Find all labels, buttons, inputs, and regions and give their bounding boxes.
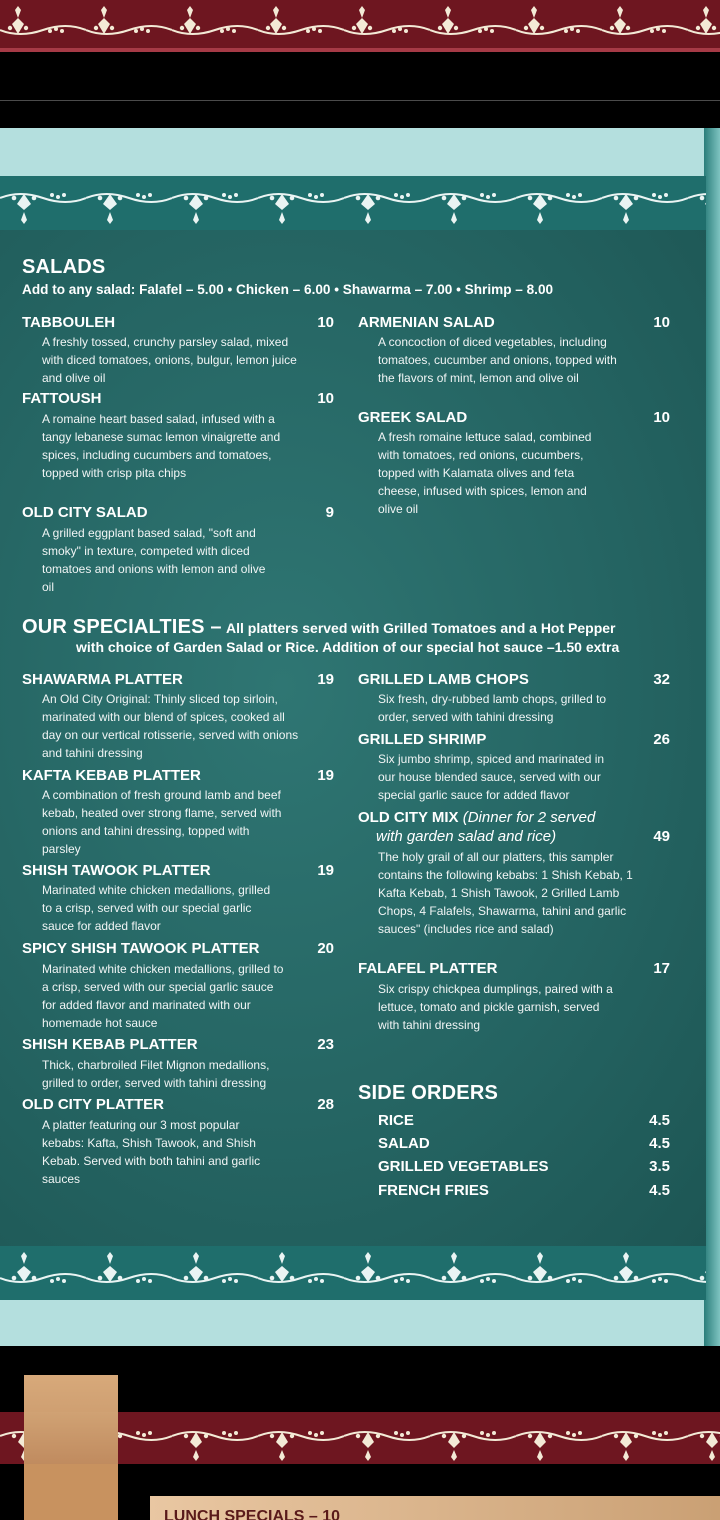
divider-line xyxy=(0,100,720,101)
menu-item-description: A freshly tossed, crunchy parsley salad, mixed with diced tomatoes, onions, bulgur, lemon juice and olive oil xyxy=(42,335,297,385)
menu-item-name: FATTOUSH xyxy=(22,390,102,407)
menu-item-name: SHISH KEBAB PLATTER xyxy=(22,1036,198,1053)
ornament-pattern xyxy=(0,176,706,230)
side-item-name: GRILLED VEGETABLES xyxy=(378,1158,549,1175)
ornament-pattern xyxy=(0,1246,706,1300)
old-city-mix-note: (Dinner for 2 served xyxy=(462,809,596,826)
menu-item-description: A combination of fresh ground lamb and beef kebab, heated over strong flame, served with onions and tahini dressing, topped with parsley xyxy=(42,788,282,856)
menu-item-price: 17 xyxy=(653,960,670,977)
old-city-mix-note-line2: with garden salad and rice) xyxy=(376,828,557,845)
menu-item-description: A romaine heart based salad, infused with a tangy lebanese sumac lemon vinaigrette and spices, including cucumbers and tomatoes, topped with crisp pita chips xyxy=(42,412,281,480)
menu-item-description: An Old City Original: Thinly sliced top sirloin, marinated with our blend of spices, cooked all day on our vertical rotisserie, served with onions and tahini dressing xyxy=(42,692,299,760)
menu-item-price: 49 xyxy=(653,828,670,845)
salads-heading: SALADS xyxy=(22,256,106,278)
menu-item-name: ARMENIAN SALAD xyxy=(358,314,495,331)
menu-item-name: GRILLED SHRIMP xyxy=(358,731,487,748)
salads-addon-line: Add to any salad: Falafel – 5.00 • Chicken – 6.00 • Shawarma – 7.00 • Shrimp – 8.00 xyxy=(22,282,554,297)
page-edge-strip xyxy=(704,128,720,1346)
top-ornament-band xyxy=(0,0,720,48)
menu-item-description: A fresh romaine lettuce salad, combined with tomatoes, red onions, cucumbers, topped with Kalamata olives and feta cheese, infused with spices, lemon and olive oil xyxy=(378,430,592,516)
menu-panel xyxy=(0,230,706,1246)
menu-item-description: Marinated white chicken medallions, grilled to a crisp, served with our special garlic sauce for added flavor and marinated with our homemade hot sauce xyxy=(42,962,284,1030)
menu-item-name xyxy=(358,809,595,826)
menu-item-price: 9 xyxy=(325,504,334,521)
side-item-price: 4.5 xyxy=(649,1182,670,1199)
menu-item-description: A grilled eggplant based salad, "soft and smoky" in texture, competed with diced tomatoes and onions with lemon and olive oil xyxy=(42,526,266,594)
menu-item-name: FALAFEL PLATTER xyxy=(358,960,498,977)
side-orders-heading: SIDE ORDERS xyxy=(358,1082,499,1104)
band-edge xyxy=(0,48,720,52)
menu-item-description: Six jumbo shrimp, spiced and marinated in our house blended sauce, served with our special garlic sauce for added flavor xyxy=(378,752,605,802)
lunch-specials-heading: LUNCH SPECIALS – 10 xyxy=(164,1508,341,1520)
menu-item-name: KAFTA KEBAB PLATTER xyxy=(22,767,201,784)
specialties-heading: OUR SPECIALTIES – xyxy=(22,616,222,638)
menu-item-price: 28 xyxy=(317,1096,334,1113)
side-item-name: FRENCH FRIES xyxy=(378,1182,489,1199)
lunch-specials-box xyxy=(150,1496,720,1520)
menu-item-price: 19 xyxy=(317,862,334,879)
side-item-price: 3.5 xyxy=(649,1158,670,1175)
menu-item-name: GRILLED LAMB CHOPS xyxy=(358,671,529,688)
menu-item-price: 20 xyxy=(317,940,334,957)
old-city-mix-name: OLD CITY MIX xyxy=(358,809,459,826)
menu-item-name: TABBOULEH xyxy=(22,314,116,331)
menu-item-description: Thick, charbroiled Filet Mignon medallions, grilled to order, served with tahini dressing xyxy=(42,1058,270,1090)
menu-item-price: 26 xyxy=(653,731,670,748)
menu-item-name: SHAWARMA PLATTER xyxy=(22,671,183,688)
menu-item-price: 10 xyxy=(317,390,334,407)
side-item-price: 4.5 xyxy=(649,1112,670,1129)
menu-item-name: OLD CITY SALAD xyxy=(22,504,148,521)
menu-item-description: The holy grail of all our platters, this sampler contains the following kebabs: 1 Shish Kebab, 1 Kafta Kebab, 1 Shish Tawook, 2 Grilled Lamb Chops, 4 Falafels, Shawarma, tahini and garlic sauces" (includes rice and salad) xyxy=(378,850,633,936)
menu-item-description: A concoction of diced vegetables, including tomatoes, cucumber and onions, topped with the flavors of mint, lemon and olive oil xyxy=(378,335,617,385)
menu-item-price: 10 xyxy=(317,314,334,331)
menu-item-price: 19 xyxy=(317,767,334,784)
side-item-price: 4.5 xyxy=(649,1135,670,1152)
menu-item-description: Six fresh, dry-rubbed lamb chops, grilled to order, served with tahini dressing xyxy=(378,692,607,724)
menu-item-price: 32 xyxy=(653,671,670,688)
menu-item-name: SPICY SHISH TAWOOK PLATTER xyxy=(22,940,260,957)
side-tab-lower xyxy=(24,1464,118,1520)
side-tab-overlap xyxy=(24,1412,118,1464)
upper-teal-ornament-band xyxy=(0,176,706,230)
menu-item-price: 10 xyxy=(653,409,670,426)
menu-item-description: Six crispy chickpea dumplings, paired with a lettuce, tomato and pickle garnish, served with tahini dressing xyxy=(378,982,613,1032)
menu-item-description: Marinated white chicken medallions, grilled to a crisp, served with our special garlic sauce for added flavor xyxy=(42,883,271,933)
specialties-note-line1: All platters served with Grilled Tomatoes and a Hot Pepper xyxy=(226,620,616,636)
menu-item-price: 10 xyxy=(653,314,670,331)
side-item-name: RICE xyxy=(378,1112,414,1129)
menu-item-name: OLD CITY PLATTER xyxy=(22,1096,164,1113)
lower-teal-ornament-band xyxy=(0,1246,706,1300)
menu-item-price: 23 xyxy=(317,1036,334,1053)
menu-item-name: SHISH TAWOOK PLATTER xyxy=(22,862,211,879)
menu-item-description: A platter featuring our 3 most popular kebabs: Kafta, Shish Tawook, and Shish Kebab. Served with both tahini and garlic sauces xyxy=(42,1118,261,1186)
side-item-name: SALAD xyxy=(378,1135,430,1152)
menu-item-price: 19 xyxy=(317,671,334,688)
menu-item-name: GREEK SALAD xyxy=(358,409,468,426)
ornament-pattern xyxy=(0,0,720,48)
specialties-note-line2: with choice of Garden Salad or Rice. Addition of our special hot sauce –1.50 extra xyxy=(76,639,620,655)
